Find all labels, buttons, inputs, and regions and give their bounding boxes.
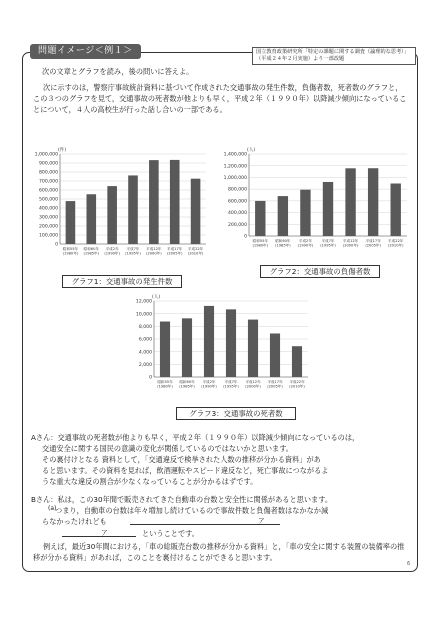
bar [149, 160, 159, 244]
bar [345, 168, 355, 236]
y-tick-label: 400,000 [39, 206, 58, 212]
x-tick-label: 平成22年 [187, 247, 204, 251]
x-tick-label: 平成2年 [298, 239, 312, 243]
x-tick-label: 平成17年 [167, 247, 183, 251]
student-a-line-4: ると思います。その資料を見れば，飲酒運転やスピード違反など，死亡事故につながるよ [42, 466, 329, 475]
y-tick-label: 0 [149, 375, 152, 381]
y-tick-label: 1,000,000 [34, 152, 58, 158]
bar [170, 160, 180, 244]
x-tick-label: 平成2年 [202, 380, 216, 384]
y-tick-label: 900,000 [39, 161, 58, 167]
y-tick-label: 4,000 [138, 350, 152, 356]
y-tick-label: 700,000 [39, 179, 58, 185]
x-tick-label: 昭和60年 [179, 380, 195, 384]
x-tick-label: 昭和55年 [157, 380, 173, 384]
x-tick-label: 平成22年 [388, 239, 404, 243]
closing-paragraph: 例えば，最近30年間における，「車の総販売台数の推移が分かる資料」と，「車の安全に関する装置の装備率の推移が分かる資料」があれば，このことを裏付けることができると思います。 [33, 542, 405, 562]
student-b-line-3: らなかったけれども [42, 517, 107, 526]
page-number: 6 [407, 561, 411, 567]
y-tick-label: 200,000 [228, 222, 247, 228]
note-marker: (a) [48, 505, 57, 512]
bar [391, 184, 401, 236]
student-a-line-1: Aさん：交通事故の死者数が他よりも早く，平成２年（１９９０年）以降減少傾向になっているのは， [31, 433, 360, 442]
x-tick-label: 平成2年 [105, 247, 119, 251]
chart-deaths [126, 291, 312, 406]
x-tick-label: (1990年) [297, 243, 314, 248]
y-tick-label: 0 [55, 242, 58, 248]
bar [128, 175, 138, 244]
x-tick-label: (1995年) [223, 384, 239, 389]
chart-unit-label: (件) [58, 148, 67, 153]
x-tick-label: (2010年) [289, 384, 305, 389]
bar [86, 194, 96, 244]
bar [182, 318, 192, 377]
instruction-text: 次の文章とグラフを読み，後の問いに答えよ。 [42, 67, 194, 76]
bar [270, 333, 280, 377]
x-tick-label: 平成17年 [267, 380, 283, 384]
x-tick-label: (2005年) [365, 243, 381, 248]
student-b-line-1: Bさん：私は，この30年間で販売されてきた自動車の台数と安全性に関係があると思います。 [31, 495, 333, 504]
y-tick-label: 500,000 [39, 197, 58, 203]
student-a-line-3: その裏付けとなる 資料として，「交通違反で検挙された人数の推移が分かる資料」があ [42, 455, 321, 464]
x-tick-label: (2005年) [166, 251, 183, 256]
y-tick-label: 600,000 [228, 199, 247, 205]
bar [226, 309, 236, 377]
y-tick-label: 100,000 [39, 233, 58, 239]
bar [248, 320, 258, 377]
y-tick-label: 800,000 [39, 170, 58, 176]
student-b-line-2: つまり，自動車の台数は年々増加し続けているので事故件数と負傷者数はなかなか減 [55, 506, 329, 515]
y-tick-label: 8,000 [138, 324, 152, 330]
x-tick-label: (2010年) [187, 251, 204, 256]
bar [66, 201, 76, 244]
x-tick-label: 昭和60年 [83, 247, 99, 251]
x-tick-label: 昭和55年 [62, 247, 79, 251]
x-tick-label: 平成17年 [365, 239, 381, 243]
x-tick-label: (1990年) [201, 384, 217, 389]
chart-unit-label: (人) [247, 148, 256, 153]
x-tick-label: 平成12年 [146, 247, 162, 251]
y-tick-label: 400,000 [228, 211, 247, 217]
bar [278, 196, 288, 236]
chart-unit-label: (人) [152, 295, 161, 300]
x-tick-label: (1980年) [62, 251, 79, 256]
bar [255, 201, 265, 236]
chart-3-caption: グラフ3：交通事故の死者数 [176, 407, 296, 420]
bar [368, 168, 378, 236]
x-tick-label: 平成7年 [321, 239, 335, 243]
x-tick-label: (1995年) [125, 251, 141, 256]
chart-accidents [28, 144, 210, 274]
student-a-statement [31, 432, 411, 487]
answer-blank-2-label: ア [101, 529, 108, 537]
x-tick-label: 昭和60年 [275, 239, 291, 243]
bar [191, 179, 201, 244]
bar [107, 186, 117, 244]
answer-blank-1-label: ア [258, 517, 265, 525]
y-tick-label: 2,000 [138, 362, 152, 368]
x-tick-label: 平成7年 [126, 247, 140, 251]
example-tag: 問題イメージ＜例１＞ [30, 44, 141, 59]
intro-paragraph: 次に示すのは，警察庁事故統計資料に基づいて作成された交通事故の発生件数，負傷者数，死者数のグラフと，この３つのグラフを見て，交通事故の死者数が他よりも早く，平成２年（１９９０年）以降減少傾向になっていることについて，４人の高校生が行った話し合いの一部である。 [33, 83, 407, 114]
x-tick-label: (1985年) [275, 243, 291, 248]
x-tick-label: 平成12年 [245, 380, 261, 384]
y-tick-label: 10,000 [135, 312, 152, 318]
student-a-line-2: 交通安全に関する国民の意識の変化が関係しているのではないかと思います。 [42, 444, 293, 453]
x-tick-label: (1980年) [252, 243, 269, 248]
bar [204, 306, 214, 377]
x-tick-label: (2000年) [146, 251, 162, 256]
y-tick-label: 0 [244, 234, 247, 240]
x-tick-label: (2000年) [342, 243, 359, 248]
x-tick-label: (1985年) [83, 251, 100, 256]
x-tick-label: 平成22年 [289, 380, 305, 384]
y-tick-label: 200,000 [39, 224, 58, 230]
y-tick-label: 1,400,000 [223, 152, 247, 158]
y-tick-label: 1,000,000 [223, 176, 247, 182]
y-tick-label: 300,000 [39, 215, 58, 221]
y-tick-label: 6,000 [138, 337, 152, 343]
source-note: 国立教育政策研究所「特定の課題に関する調査（論理的な思考）」（平成２４年２月実施）より一部改題 [252, 47, 416, 65]
student-a-line-5: うな重大な違反の割合が少なくなっていることが分かるはずです。 [42, 477, 258, 486]
answer-blank-2[interactable] [62, 536, 136, 537]
bar [323, 182, 333, 236]
x-tick-label: (1990年) [104, 251, 120, 256]
x-tick-label: (1985年) [179, 384, 195, 389]
chart-2-caption: グラフ2：交通事故の負傷者数 [260, 265, 380, 278]
x-tick-label: 平成12年 [342, 239, 359, 243]
x-tick-label: (2000年) [245, 384, 261, 389]
y-tick-label: 1,200,000 [223, 164, 247, 170]
x-tick-label: 平成7年 [224, 380, 238, 384]
x-tick-label: (1995年) [320, 243, 336, 248]
x-tick-label: 昭和55年 [252, 239, 268, 243]
x-tick-label: (1980年) [157, 384, 173, 389]
y-tick-label: 600,000 [39, 188, 58, 194]
x-tick-label: (2005年) [267, 384, 283, 389]
bar [300, 190, 310, 236]
y-tick-label: 12,000 [135, 299, 152, 305]
bar [160, 322, 170, 377]
student-b-line-4: ということです。 [142, 529, 199, 538]
chart-injured [215, 144, 411, 264]
chart-1-caption: グラフ1：交通事故の発生件数 [62, 275, 182, 288]
x-tick-label: (2010年) [387, 243, 404, 248]
y-tick-label: 800,000 [228, 187, 247, 193]
bar [292, 346, 302, 377]
